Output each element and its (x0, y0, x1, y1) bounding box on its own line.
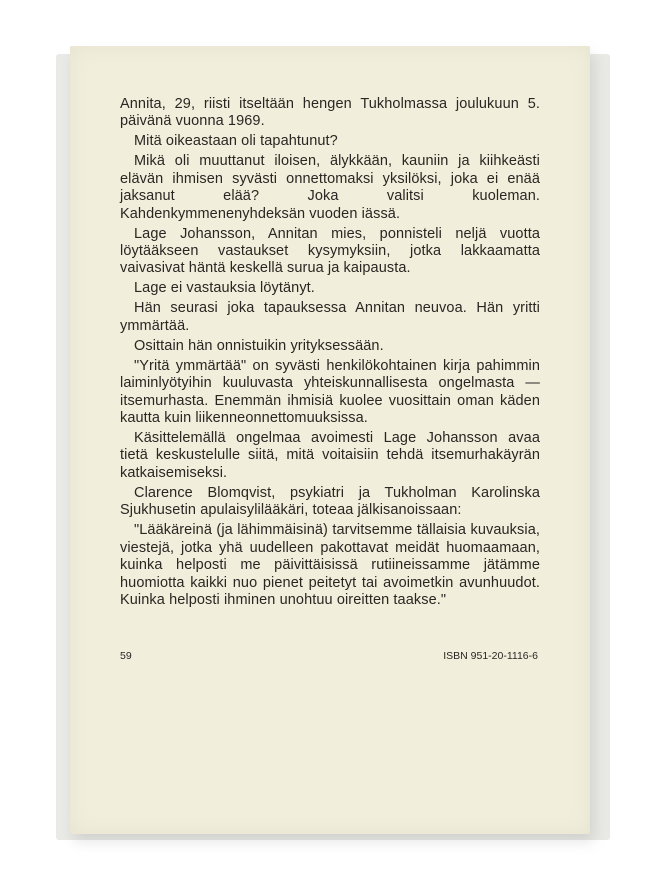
paragraph-8: "Yritä ymmärtää" on syvästi henkilökohtainen kirja pahimmin laiminlyötyihin kuuluvasta yhteiskunnallisesta ongelmasta — itsemurhasta. Enemmän ihmisiä kuolee vuosittain oman käden kautta kuin liikenneonnettomuuksissa. (120, 357, 540, 427)
catalog-number: 59 (120, 650, 132, 662)
paragraph-9: Käsittelemällä ongelmaa avoimesti Lage Johansson avaa tietä keskustelulle siitä, mitä voitaisiin tehdä itsemurhakäyrän katkaisemiseksi. (120, 430, 540, 481)
blurb-text (120, 96, 540, 612)
paragraph-7: Osittain hän onnistuikin yrityksessään. (134, 337, 384, 354)
paragraph-5: Lage ei vastauksia löytänyt. (134, 280, 315, 297)
paragraph-1: Annita, 29, riisti itseltään hengen Tukholmassa joulukuun 5. päivänä vuonna 1969. (120, 96, 540, 130)
back-cover (70, 46, 590, 834)
paragraph-2: Mitä oikeastaan oli tapahtunut? (134, 133, 338, 150)
paragraph-6: Hän seurasi joka tapauksessa Annitan neuvoa. Hän yritti ymmärtää. (120, 300, 540, 334)
paragraph-10: Clarence Blomqvist, psykiatri ja Tukholman Karolinska Sjukhusetin apulaisylilääkäri, toteaa jälkisanoissaan: (120, 484, 540, 519)
paragraph-3: Mikä oli muuttanut iloisen, älykkään, kauniin ja kiihkeästi elävän ihmisen syvästi onnettomaksi yksilöksi, joka ei enää jaksanut elää? Joka valitsi kuoleman. Kahdenkymmenenyhdeksän vuoden iässä. (120, 153, 540, 222)
isbn-text: ISBN 951-20-1116-6 (443, 650, 538, 662)
paragraph-11: "Lääkäreinä (ja lähimmäisinä) tarvitsemme tällaisia kuvauksia, viestejä, jotka yhä uudelleen pakottavat meidät huomaamaan, kuinka helposti me päivittäisissä rutiineissamme jätämme huomiotta kaikki nuo pienet peitetyt tai avoimetkin avunhuudot. Kuinka helposti ihminen unohtuu oireitten taakse." (120, 522, 540, 608)
paragraph-4: Lage Johansson, Annitan mies, ponnisteli neljä vuotta löytääkseen vastaukset kysymyksiin, jotka lakkaamatta vaivasivat häntä keskellä surua ja kaipausta. (120, 225, 540, 277)
